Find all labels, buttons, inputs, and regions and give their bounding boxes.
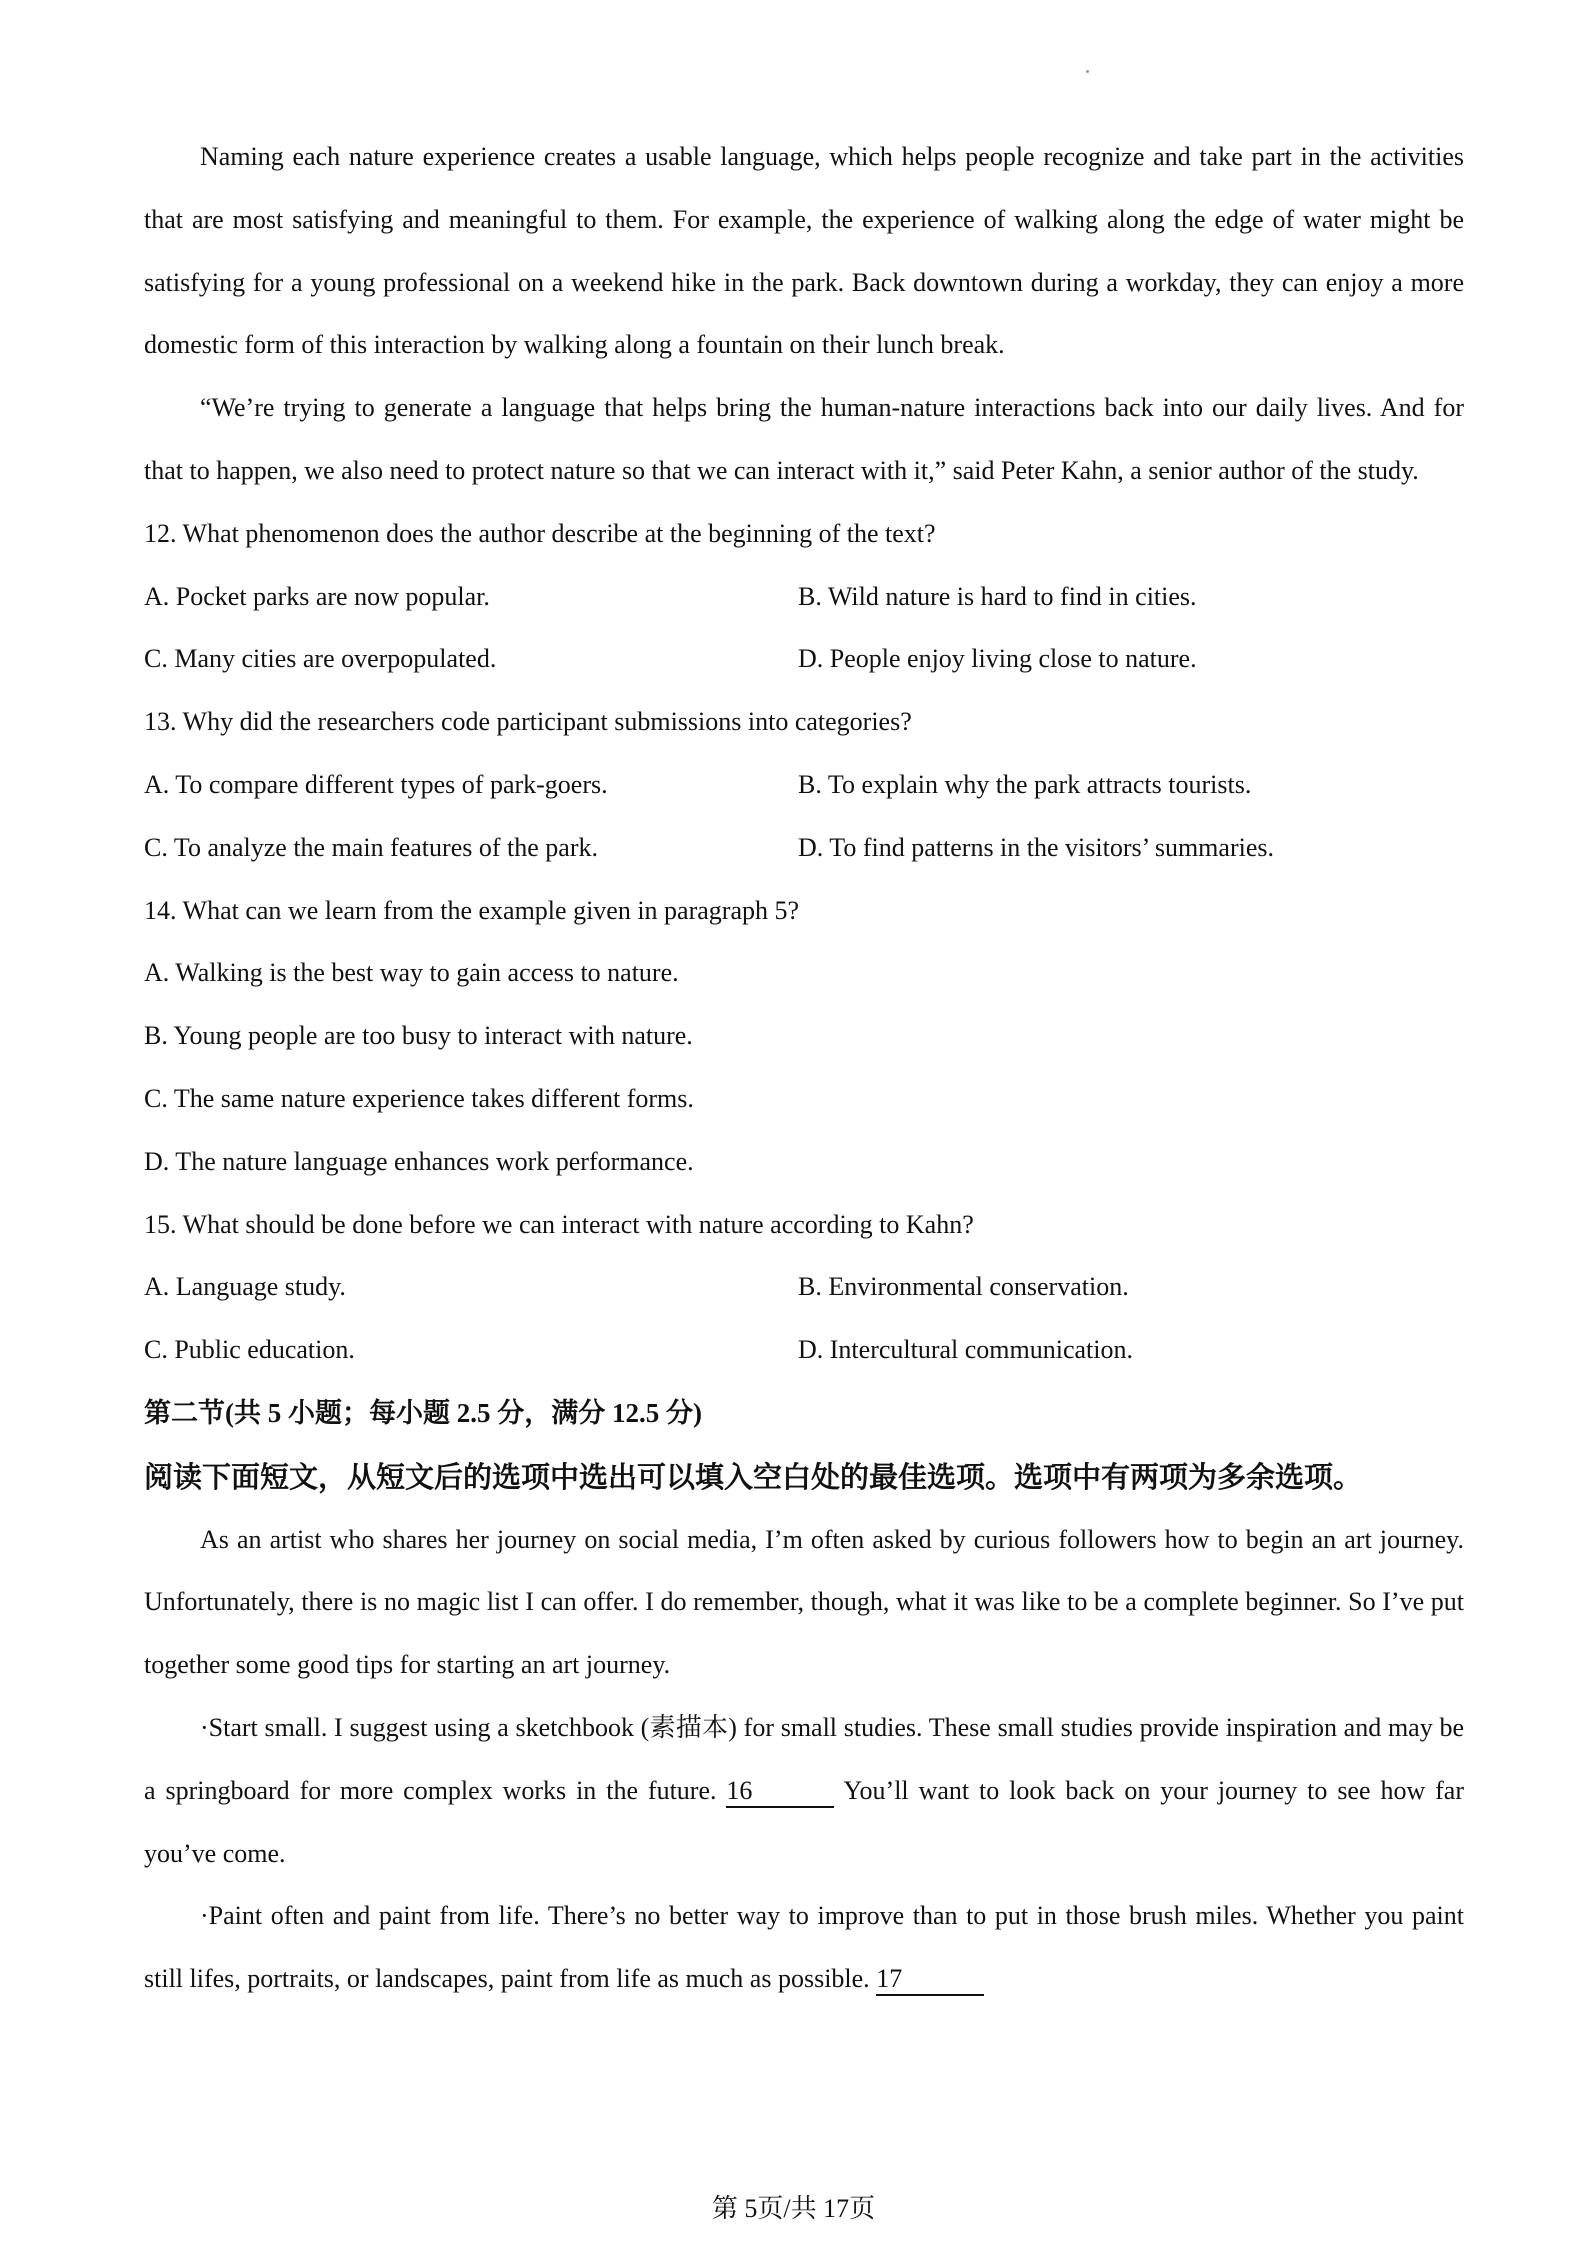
section-2-paragraph-2-before: ·Start small. I suggest using a sketchbook (素描本) for small studies. These small studies provide inspiration and may be a springboard for more complex works in the future. (144, 1712, 1464, 1805)
question-12-option-a: A. Pocket parks are now popular. (144, 581, 490, 611)
question-14-stem: 14. What can we learn from the example given in paragraph 5? (144, 895, 800, 925)
passage-paragraph-2: “We’re trying to generate a language that helps bring the human-nature interactions back into our daily lives. And for that to happen, we also need to protect nature so that we can interact with it,” said Peter Kahn, a senior author of the study. (144, 393, 1464, 485)
section-2-title (144, 1382, 1464, 1446)
question-14-option-d: D. The nature language enhances work performance. (144, 1146, 694, 1176)
question-15-option-b: B. Environmental conservation. (798, 1272, 1129, 1302)
question-12-option-c: C. Many cities are overpopulated. (144, 644, 497, 674)
question-15-options-row-2 (144, 1319, 1464, 1382)
question-13-options-row-1 (144, 754, 1464, 817)
question-13-option-d: D. To find patterns in the visitors’ summaries. (798, 832, 1274, 862)
blank-16: 16 (726, 1776, 834, 1808)
question-14-option-c: C. The same nature experience takes different forms. (144, 1083, 694, 1113)
question-13-stem: 13. Why did the researchers code participant submissions into categories? (144, 707, 912, 737)
question-15-option-d: D. Intercultural communication. (798, 1335, 1134, 1365)
section-2-paragraph-2 (144, 1697, 1464, 1885)
passage-paragraph-1: Naming each nature experience creates a usable language, which helps people recognize and take part in the activities that are most satisfying and meaningful to them. For example, the experience of walking along the edge of water might be satisfying for a young professional on a weekend hike in the park. Back downtown during a workday, they can enjoy a more domestic form of this interaction by walking along a fountain on their lunch break. (144, 142, 1464, 360)
section-2-paragraph-3 (144, 1885, 1464, 2011)
question-15-option-a: A. Language study. (144, 1272, 346, 1302)
section-2-title-rest: (共 5 小题；每小题 2.5 分，满分 12.5 分) (225, 1397, 702, 1428)
page-content (144, 126, 1464, 2011)
page-footer: 第 5页/共 17页 (711, 2194, 876, 2223)
question-15-option-c: C. Public education. (144, 1335, 355, 1365)
section-2-paragraph-1: As an artist who shares her journey on social media, I’m often asked by curious followers how to begin an art journey. Unfortunately, there is no magic list I can offer. I do remember, though, what it was like to be a complete beginner. So I’ve put together some good tips for starting an art journey. (144, 1524, 1464, 1680)
question-12-options-row-2 (144, 628, 1464, 691)
section-2-paragraph-2-after: You’ll want to look back on your journey to see how far you’ve come. (144, 1775, 1464, 1868)
scan-speck (1086, 70, 1089, 73)
question-14-option-a: A. Walking is the best way to gain access to nature. (144, 958, 679, 988)
section-2-instruction: 阅读下面短文，从短文后的选项中选出可以填入空白处的最佳选项。选项中有两项为多余选项。 (144, 1459, 1363, 1494)
question-13-option-a: A. To compare different types of park-goers. (144, 769, 608, 799)
section-2-paragraph-3-before: ·Paint often and paint from life. There’s no better way to improve than to put in those brush miles. Whether you paint still lifes, portraits, or landscapes, paint from life as much as possible. (144, 1901, 1464, 1994)
question-14-option-b: B. Young people are too busy to interact with nature. (144, 1021, 693, 1051)
question-13-options-row-2 (144, 817, 1464, 880)
question-15-options-row-1 (144, 1256, 1464, 1319)
blank-17: 17 (876, 1964, 984, 1996)
question-12-stem: 12. What phenomenon does the author describe at the beginning of the text? (144, 518, 936, 548)
section-2-title-prefix: 第二节 (144, 1397, 225, 1429)
question-13-option-c: C. To analyze the main features of the park. (144, 832, 598, 862)
question-12-option-b: B. Wild nature is hard to find in cities. (798, 581, 1197, 611)
question-12-options-row-1 (144, 566, 1464, 629)
question-13-option-b: B. To explain why the park attracts tourists. (798, 769, 1252, 799)
question-15-stem: 15. What should be done before we can interact with nature according to Kahn? (144, 1209, 974, 1239)
question-12-option-d: D. People enjoy living close to nature. (798, 644, 1197, 674)
